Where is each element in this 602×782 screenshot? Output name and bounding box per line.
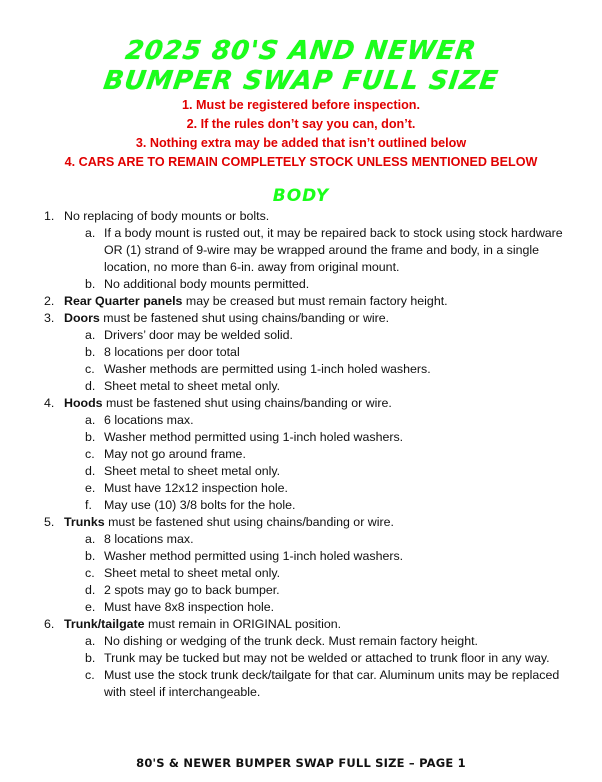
list-item-heading: Rear Quarter panels xyxy=(64,294,183,308)
list-item xyxy=(44,208,564,225)
list-item xyxy=(44,616,564,633)
body-rules-list xyxy=(44,208,564,701)
list-item-heading: Doors xyxy=(64,311,100,325)
page-footer: 80'S & NEWER BUMPER SWAP FULL SIZE – PAGE 1 xyxy=(136,756,466,770)
sub-item-text: Must use the stock trunk deck/tailgate for that car. Aluminum units may be replaced with steel if interchangeable. xyxy=(104,668,560,699)
sub-item xyxy=(64,344,564,361)
sub-item-text: Sheet metal to sheet metal only. xyxy=(104,566,281,580)
sub-item-letter: c. xyxy=(85,668,95,682)
title-line-1: 2025 80'S AND NEWER xyxy=(123,36,479,66)
sub-item-text: Drivers’ door may be welded solid. xyxy=(104,328,293,342)
sub-item xyxy=(64,565,564,582)
rule-3: 3. Nothing extra may be added that isn’t outlined below xyxy=(135,136,467,150)
title-line-2: BUMPER SWAP FULL SIZE xyxy=(101,66,501,96)
rule-4: 4. CARS ARE TO REMAIN COMPLETELY STOCK UNLESS MENTIONED BELOW xyxy=(64,155,538,169)
list-item-heading: Trunks xyxy=(64,515,105,529)
list-item xyxy=(44,293,564,310)
list-item-number: 6. xyxy=(44,617,55,631)
sub-item-letter: a. xyxy=(85,532,96,546)
sub-item-text: May use (10) 3/8 bolts for the hole. xyxy=(104,498,296,512)
sub-item xyxy=(64,361,564,378)
sub-item xyxy=(64,276,564,293)
sub-item xyxy=(64,650,564,667)
sub-item-text: Sheet metal to sheet metal only. xyxy=(104,464,281,478)
rule-2: 2. If the rules don’t say you can, don’t. xyxy=(186,117,416,131)
sub-item xyxy=(64,446,564,463)
sub-item-text: Washer methods are permitted using 1-inch holed washers. xyxy=(104,362,431,376)
list-item-text: must remain in ORIGINAL position. xyxy=(144,617,342,631)
sub-item-text: No additional body mounts permitted. xyxy=(104,277,310,291)
sub-item xyxy=(64,531,564,548)
sub-item-letter: d. xyxy=(85,379,96,393)
sub-item xyxy=(64,667,564,701)
list-item-text: must be fastened shut using chains/banding or wire. xyxy=(99,311,390,325)
sub-item-letter: d. xyxy=(85,583,96,597)
list-item-text: must be fastened shut using chains/banding or wire. xyxy=(104,515,394,529)
sub-item-text: No dishing or wedging of the trunk deck. Must remain factory height. xyxy=(104,634,478,648)
sub-item-text: Sheet metal to sheet metal only. xyxy=(104,379,281,393)
list-item xyxy=(44,395,564,412)
sub-item xyxy=(64,633,564,650)
sub-item-text: Must have 8x8 inspection hole. xyxy=(104,600,275,614)
list-item-number: 2. xyxy=(44,294,55,308)
sub-item xyxy=(64,582,564,599)
list-item-text: No replacing of body mounts or bolts. xyxy=(64,209,270,223)
list-item-text: may be creased but must remain factory height. xyxy=(182,294,448,308)
sub-item-letter: b. xyxy=(85,345,96,359)
list-item xyxy=(44,514,564,531)
sub-item xyxy=(64,463,564,480)
rule-1: 1. Must be registered before inspection. xyxy=(182,98,420,112)
sub-item xyxy=(64,378,564,395)
sub-item-letter: f. xyxy=(85,498,92,512)
sub-item-letter: a. xyxy=(85,328,96,342)
sub-item xyxy=(64,225,564,276)
sub-item-letter: b. xyxy=(85,430,96,444)
document-title xyxy=(0,36,602,96)
sub-item xyxy=(64,548,564,565)
sub-item-text: Washer method permitted using 1-inch holed washers. xyxy=(104,430,404,444)
sub-item xyxy=(64,429,564,446)
sub-item-letter: c. xyxy=(85,566,95,580)
sub-item-letter: a. xyxy=(85,634,96,648)
sub-item xyxy=(64,412,564,429)
sub-item xyxy=(64,480,564,497)
list-item-number: 5. xyxy=(44,515,55,529)
sub-item-letter: e. xyxy=(85,600,96,614)
sub-item-text: 8 locations max. xyxy=(104,532,194,546)
sub-item-text: 2 spots may go to back bumper. xyxy=(104,583,280,597)
sub-item-text: 8 locations per door total xyxy=(104,345,240,359)
sub-item-letter: e. xyxy=(85,481,96,495)
sub-item-letter: b. xyxy=(85,549,96,563)
general-rules xyxy=(0,96,602,172)
sub-item-letter: c. xyxy=(85,362,95,376)
sub-item xyxy=(64,327,564,344)
sub-item-text: Must have 12x12 inspection hole. xyxy=(104,481,288,495)
section-title-body: BODY xyxy=(272,186,330,206)
sub-item-letter: d. xyxy=(85,464,96,478)
list-item-number: 1. xyxy=(44,209,55,223)
sub-item-letter: b. xyxy=(85,277,96,291)
sub-item-text: Trunk may be tucked but may not be welded or attached to trunk floor in any way. xyxy=(104,651,550,665)
sub-item-text: Washer method permitted using 1-inch holed washers. xyxy=(104,549,404,563)
list-item-text: must be fastened shut using chains/banding or wire. xyxy=(102,396,392,410)
list-item-heading: Trunk/tailgate xyxy=(64,617,145,631)
sub-item-text: If a body mount is rusted out, it may be repaired back to stock using stock hardware OR (1) strand of 9-wire may be wrapped around the frame and body, in a single location, no more than 6-in. away from original mount. xyxy=(104,226,563,274)
sub-item-text: 6 locations max. xyxy=(104,413,194,427)
sub-item xyxy=(64,497,564,514)
list-item-heading: Hoods xyxy=(64,396,103,410)
list-item-number: 4. xyxy=(44,396,55,410)
sub-item-letter: a. xyxy=(85,226,96,240)
list-item-number: 3. xyxy=(44,311,55,325)
sub-item-letter: b. xyxy=(85,651,96,665)
sub-item xyxy=(64,599,564,616)
sub-item-letter: c. xyxy=(85,447,95,461)
sub-item-letter: a. xyxy=(85,413,96,427)
sub-item-text: May not go around frame. xyxy=(104,447,246,461)
list-item xyxy=(44,310,564,327)
